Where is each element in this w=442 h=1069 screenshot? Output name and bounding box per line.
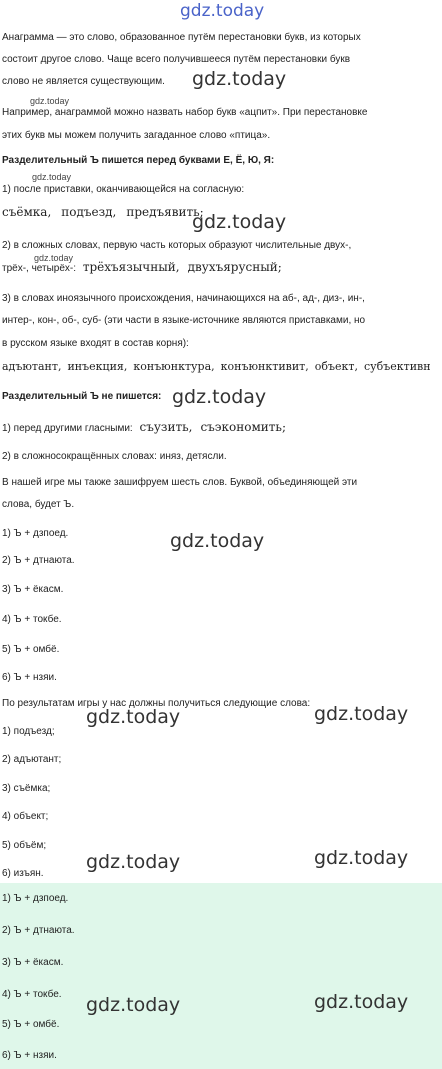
word: подъезд, xyxy=(61,205,117,219)
answer-item: 4) объект; xyxy=(2,811,49,822)
results-heading: По результатам игры у нас должны получиться следующие слова: xyxy=(2,698,311,709)
puzzle-item: 4) Ъ + токбе. xyxy=(2,614,62,625)
word: двухъярусный; xyxy=(187,260,282,274)
word: конъюнктура, xyxy=(133,360,215,373)
watermark-small: gdz.today xyxy=(32,172,72,182)
rule2-item2: 2) в сложносокращённых словах: иняз, детясли. xyxy=(2,451,227,462)
puzzle-repeat-item: 4) Ъ + токбе. xyxy=(2,989,62,1000)
watermark: gdz.today xyxy=(86,706,181,728)
watermark: gdz.today xyxy=(314,703,409,725)
word: трёхъязычный, xyxy=(82,260,180,274)
puzzle-item: 2) Ъ + дтнаюта. xyxy=(2,555,75,566)
rule1-item3-line2: интер-, кон-, об-, суб- (эти части в языке-источнике являются приставками, но xyxy=(2,315,366,326)
rule1-item2b xyxy=(2,258,440,278)
highlight-block xyxy=(0,883,442,1069)
watermark-small: gdz.today xyxy=(30,96,70,106)
word: объект, xyxy=(314,360,358,373)
watermark: gdz.today xyxy=(170,530,265,552)
rule1-item2b-prefix: трёх-, четырёх-: xyxy=(2,263,77,274)
watermark: gdz.today xyxy=(314,991,409,1013)
rule1-heading: Разделительный Ъ пишется перед буквами Е, Ё, Ю, Я: xyxy=(2,155,275,166)
puzzle-item: 6) Ъ + нзяи. xyxy=(2,672,57,683)
watermark: gdz.today xyxy=(86,994,181,1016)
rule1-item3-line3: в русском языке входят в состав корня): xyxy=(2,338,189,349)
watermark-top: gdz.today xyxy=(180,1,265,21)
word: субъективн xyxy=(363,360,431,373)
answer-item: 3) съёмка; xyxy=(2,783,51,794)
word: адъютант, xyxy=(2,360,62,373)
puzzle-repeat-item: 1) Ъ + дзпоед. xyxy=(2,893,69,904)
rule2-item1-prefix: 1) перед другими гласными: xyxy=(2,423,133,434)
rule1-item3-line1: 3) в словах иноязычного происхождения, начинающихся на аб-, ад-, диз-, ин-, xyxy=(2,293,365,304)
answer-item: 6) изъян. xyxy=(2,868,44,879)
watermark: gdz.today xyxy=(314,847,409,869)
intro-line-3: слово не является существующим. xyxy=(2,76,165,87)
rule1-item2a: 2) в сложных словах, первую часть которых образуют числительные двух-, xyxy=(2,240,352,251)
puzzle-repeat-item: 5) Ъ + омбё. xyxy=(2,1019,60,1030)
game-text-2: слова, будет Ъ. xyxy=(2,499,75,510)
answer-item: 5) объём; xyxy=(2,840,47,851)
puzzle-repeat-item: 2) Ъ + дтнаюта. xyxy=(2,925,75,936)
answer-item: 2) адъютант; xyxy=(2,754,62,765)
watermark-small: gdz.today xyxy=(34,253,74,263)
intro-line-5: этих букв мы можем получить загаданное слово «птица». xyxy=(2,130,271,141)
rule1-item1: 1) после приставки, оканчивающейся на согласную: xyxy=(2,184,245,195)
puzzle-repeat-item: 3) Ъ + ёкасм. xyxy=(2,957,64,968)
word: съузить, xyxy=(139,420,193,434)
game-text-1: В нашей игре мы также зашифруем шесть слов. Буквой, объединяющей эти xyxy=(2,477,358,488)
intro-line-2: состоит другое слово. Чаще всего получившееся путём перестановки букв xyxy=(2,54,351,65)
puzzle-item: 5) Ъ + омбё. xyxy=(2,644,60,655)
watermark: gdz.today xyxy=(192,68,287,90)
word: съэкономить; xyxy=(200,420,287,434)
puzzle-item: 3) Ъ + ёкасм. xyxy=(2,584,64,595)
watermark: gdz.today xyxy=(192,211,287,233)
intro-line-4: Например, анаграммой можно назвать набор букв «ацпит». При перестановке xyxy=(2,107,368,118)
rule2-heading: Разделительный Ъ не пишется: xyxy=(2,391,162,402)
watermark: gdz.today xyxy=(172,386,267,408)
rule1-item3-words xyxy=(2,357,442,376)
word: съёмка, xyxy=(2,205,52,219)
word: конъюнктивит, xyxy=(220,360,309,373)
answer-item: 1) подъезд; xyxy=(2,726,55,737)
rule2-item1 xyxy=(2,418,440,438)
watermark: gdz.today xyxy=(86,851,181,873)
intro-line-1: Анаграмма — это слово, образованное путём перестановки букв, из которых xyxy=(2,32,361,43)
puzzle-item: 1) Ъ + дзпоед. xyxy=(2,528,69,539)
puzzle-repeat-item: 6) Ъ + нзяи. xyxy=(2,1050,57,1061)
word: инъекция, xyxy=(67,360,128,373)
word: предъявить; xyxy=(126,205,204,219)
